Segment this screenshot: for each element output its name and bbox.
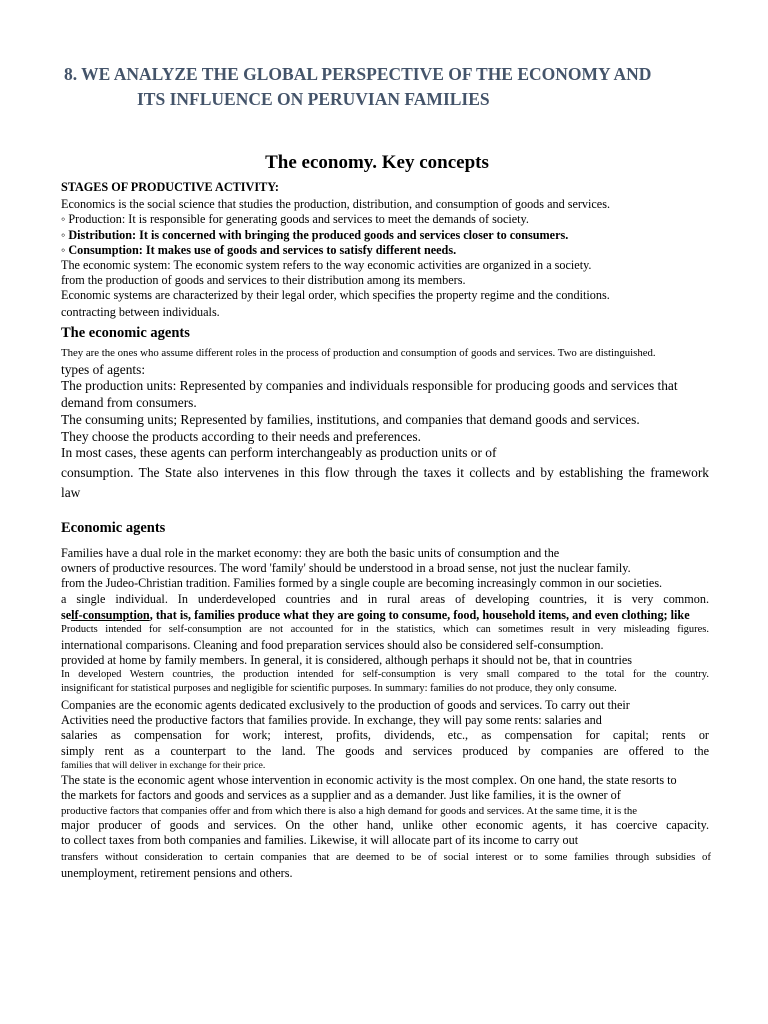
section-heading: STAGES OF PRODUCTIVE ACTIVITY: [61, 180, 279, 194]
paragraph-line: major producer of goods and services. On the other hand, unlike other economic agents, it has coercive capacity. [61, 818, 709, 833]
paragraph-line: salaries as compensation for work; interest, profits, dividends, etc., as compensation for capital; rents or [61, 728, 709, 743]
paragraph-line-small: families that will deliver in exchange for their price. [61, 759, 266, 771]
paragraph-line: Economics is the social science that studies the production, distribution, and consumption of goods and services. [61, 197, 611, 212]
paragraph-line: from the production of goods and services to their distribution among its members. [61, 273, 466, 288]
self-consumption-line [61, 608, 711, 623]
title-line-1: 8. WE ANALYZE THE GLOBAL PERSPECTIVE OF THE ECONOMY AND [64, 64, 652, 84]
section-stages [61, 180, 709, 320]
main-heading: The economy. Key concepts [265, 152, 489, 173]
paragraph-line: international comparisons. Cleaning and food preparation services should also be considered self-consumption. [61, 637, 604, 652]
paragraph-line: unemployment, retirement pensions and others. [61, 866, 293, 881]
title-line-2: ITS INFLUENCE ON PERUVIAN FAMILIES [137, 89, 490, 109]
paragraph-line: They choose the products according to their needs and preferences. [61, 428, 421, 444]
paragraph-line: owners of productive resources. The word 'family' should be understood in a broad sense, not just the nuclear family. [61, 561, 631, 576]
paragraph-line: to collect taxes from both companies and families. Likewise, it will allocate part of its income to carry out [61, 833, 579, 848]
paragraph-line: contracting between individuals. [61, 304, 220, 319]
document-title [0, 62, 768, 112]
bullet-production: ◦ Production: It is responsible for generating goods and services to meet the demands of society. [61, 212, 529, 227]
paragraph-line-small: In developed Western countries, the production intended for self-consumption is very small compared to the total for the country. [61, 668, 709, 680]
paragraph-line-small: productive factors that companies offer and from which there is also a high demand for goods and services. At the same time, it is the [61, 804, 638, 817]
paragraph-line: The economic system: The economic system refers to the way economic activities are organized in a society. [61, 258, 592, 273]
paragraph-line-small: transfers without consideration to certain companies that are deemed to be of social interest or to some families through subsidies of [61, 850, 711, 863]
section-heading: Economic agents [61, 520, 166, 536]
section-economic-agents-intro [61, 324, 709, 502]
paragraph-line: the markets for factors and goods and services as a supplier and as a demander. Just like families, it is the owner of [61, 788, 621, 803]
paragraph-line: demand from consumers. [61, 395, 197, 411]
paragraph-line: They are the ones who assume different roles in the process of production and consumption of goods and services. Two are distinguished. [61, 347, 656, 359]
paragraph-line: Economic systems are characterized by their legal order, which specifies the property regime and the conditions. [61, 288, 610, 303]
paragraph-line: types of agents: [61, 361, 146, 377]
paragraph-line: provided at home by family members. In general, it is considered, although perhaps it should not be, that in countries [61, 652, 632, 667]
paragraph-line: from the Judeo-Christian tradition. Families formed by a single couple are becoming increasingly common in our societies. [61, 576, 663, 591]
paragraph-line: consumption. The State also intervenes in this flow through the taxes it collects and by establishing the framework [61, 465, 709, 481]
self-consumption-rest: , that is, families produce what they are going to consume, food, household items, and even clothing; like [149, 607, 690, 622]
paragraph-line: Companies are the economic agents dedicated exclusively to the production of goods and services. To carry out their [61, 697, 630, 712]
paragraph-line: The production units: Represented by companies and individuals responsible for producing goods and services that [61, 378, 678, 394]
paragraph-line-small: insignificant for statistical purposes and negligible for scientific purposes. In summary: families do not produce, they only consume. [61, 683, 617, 695]
self-consumption-prefix: se [61, 607, 72, 622]
paragraph-line: Activities need the productive factors that families provide. In exchange, they will pay some rents: salaries and [61, 713, 602, 728]
paragraph-line-small: Products intended for self-consumption are not accounted for in the statistics, which can sometimes result in very misleading figures. [61, 624, 709, 636]
bullet-distribution: ◦ Distribution: It is concerned with bringing the produced goods and services closer to consumers. [61, 227, 569, 242]
paragraph-line: law [61, 485, 81, 501]
section-heading: The economic agents [61, 325, 190, 341]
bullet-consumption: ◦ Consumption: It makes use of goods and services to satisfy different needs. [61, 242, 457, 257]
paragraph-line: In most cases, these agents can perform interchangeably as production units or of [61, 445, 497, 461]
paragraph-line: a single individual. In underdeveloped countries and in rural areas of developing countries, it is very common. [61, 591, 709, 606]
section-economic-agents [61, 518, 709, 881]
paragraph-line: The consuming units; Represented by families, institutions, and companies that demand goods and services. [61, 411, 640, 427]
paragraph-line: simply rent as a counterpart to the land. The goods and services produced by companies are offered to the [61, 743, 709, 758]
self-consumption-term: lf-consumption [71, 607, 150, 622]
paragraph-line: The state is the economic agent whose intervention in economic activity is the most complex. On one hand, the state resorts to [61, 773, 677, 788]
paragraph-line: Families have a dual role in the market economy: they are both the basic units of consumption and the [61, 546, 560, 560]
